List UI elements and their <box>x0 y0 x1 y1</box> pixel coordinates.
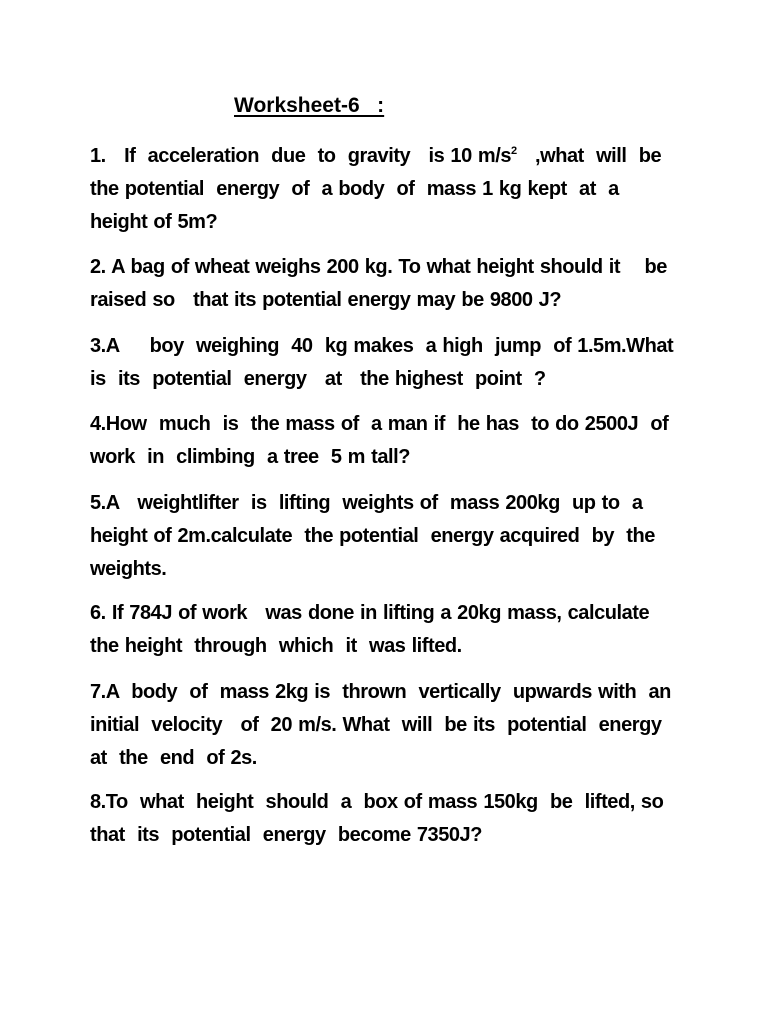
question-2 <box>90 251 690 317</box>
question-3-line-2: is its potential energy at the highest point ? <box>90 368 546 390</box>
question-4-line-1: 4.How much is the mass of a man if he has to do 2500J of <box>90 413 669 435</box>
question-1-line-1 <box>90 140 690 173</box>
question-6-line-2: the height through which it was lifted. <box>90 635 462 657</box>
worksheet-title: Worksheet-6 : <box>234 94 385 117</box>
question-1 <box>90 140 690 239</box>
question-7-line-2: initial velocity of 20 m/s. What will be its potential energy <box>90 714 662 736</box>
question-7 <box>90 676 690 775</box>
exponent-superscript: 2 <box>511 145 517 157</box>
question-1-line-3: height of 5m? <box>90 211 218 233</box>
question-5-line-1: 5.A weightlifter is lifting weights of mass 200kg up to a <box>90 492 643 514</box>
question-8 <box>90 786 690 852</box>
question-3-line-1: 3.A boy weighing 40 kg makes a high jump of 1.5m.What <box>90 335 674 357</box>
question-1-line-2: the potential energy of a body of mass 1 kg kept at a <box>90 178 619 200</box>
question-5-line-3: weights. <box>90 558 167 580</box>
question-3 <box>90 330 690 396</box>
question-6-line-1: 6. If 784J of work was done in lifting a 20kg mass, calculate <box>90 602 650 624</box>
question-1-line-1-text: 1. If acceleration due to gravity is 10 m/s <box>90 145 511 167</box>
question-8-line-1: 8.To what height should a box of mass 150kg be lifted, so <box>90 791 664 813</box>
question-6 <box>90 597 690 663</box>
question-8-line-2: that its potential energy become 7350J? <box>90 824 482 846</box>
question-1-line-1-tail: ,what will be <box>516 145 662 167</box>
question-5-line-2: height of 2m.calculate the potential energy acquired by the <box>90 525 655 547</box>
question-2-line-1: 2. A bag of wheat weighs 200 kg. To what height should it be <box>90 256 667 278</box>
question-7-line-3: at the end of 2s. <box>90 747 257 769</box>
question-4-line-2: work in climbing a tree 5 m tall? <box>90 446 410 468</box>
question-2-line-2: raised so that its potential energy may be 9800 J? <box>90 289 562 311</box>
question-5 <box>90 487 690 586</box>
question-4 <box>90 408 690 474</box>
question-7-line-1: 7.A body of mass 2kg is thrown vertically upwards with an <box>90 681 671 703</box>
